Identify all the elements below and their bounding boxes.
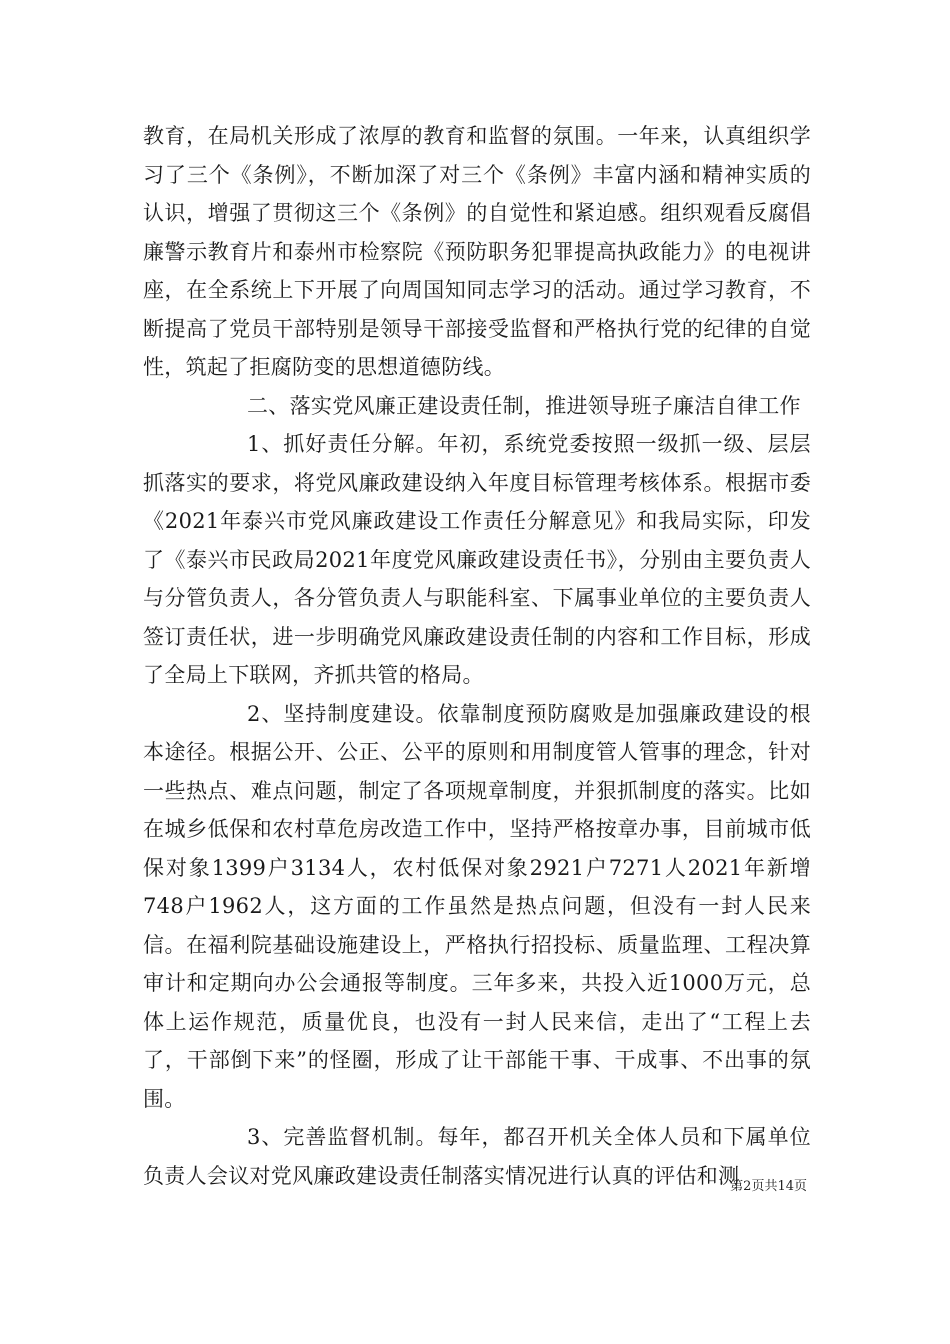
paragraph-education: 教育，在局机关形成了浓厚的教育和监督的氛围。一年来，认真组织学习了三个《条例》，不断加深了对三个《条例》丰富内涵和精神实质的认识，增强了贯彻这三个《条例》的自觉性和紧迫感。组织观看反腐倡廉警示教育片和泰州市检察院《预防职务犯罪提高执政能力》的电视讲座，在全系统上下开展了向周国知同志学习的活动。通过学习教育，不断提高了党员干部特别是领导干部接受监督和严格执行党的纪律的自觉性，筑起了拒腐防变的思想道德防线。	[143, 124, 811, 379]
paragraph-supervision: 3、完善监督机制。每年，都召开机关全体人员和下属单位负责人会议对党风廉政建设责任制落实情况进行认真的评估和测	[143, 1125, 811, 1188]
page-number-footer: 第2页共14页	[730, 1179, 807, 1194]
document-body	[143, 117, 811, 1195]
paragraph-system-building: 2、坚持制度建设。依靠制度预防腐败是加强廉政建设的根本途径。根据公开、公正、公平的原则和用制度管人管事的理念，针对一些热点、难点问题，制定了各项规章制度，并狠抓制度的落实。比如在城乡低保和农村草危房改造工作中，坚持严格按章办事，目前城市低保对象1399户3134人，农村低保对象2921户7271人2021年新增748户1962人，这方面的工作虽然是热点问题，但没有一封人民来信。在福利院基础设施建设上，严格执行招投标、质量监理、工程决算审计和定期向办公会通报等制度。三年多来，共投入近1000万元，总体上运作规范，质量优良，也没有一封人民来信，走出了“工程上去了，干部倒下来”的怪圈，形成了让干部能干事、干成事、不出事的氛围。	[143, 701, 811, 1111]
paragraph-responsibility: 1、抓好责任分解。年初，系统党委按照一级抓一级、层层抓落实的要求，将党风廉政建设纳入年度目标管理考核体系。根据市委《2021年泰兴市党风廉政建设工作责任分解意见》和我局实际，印发了《泰兴市民政局2021年度党风廉政建设责任书》，分别由主要负责人与分管负责人，各分管负责人与职能科室、下属事业单位的主要负责人签订责任状，进一步明确党风廉政建设责任制的内容和工作目标，形成了全局上下联网，齐抓共管的格局。	[143, 432, 811, 687]
section-heading-2: 二、落实党风廉正建设责任制，推进领导班子廉洁自律工作	[247, 393, 801, 418]
